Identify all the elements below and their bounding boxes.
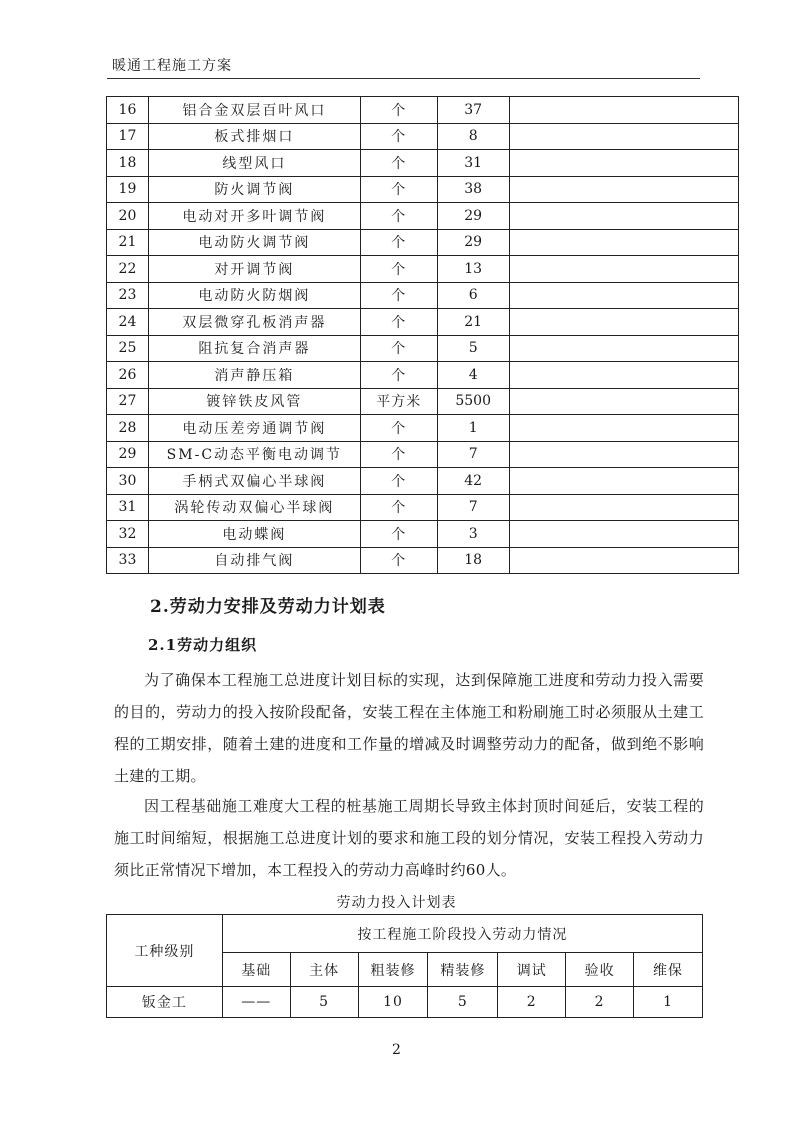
labor-row-header: 工种级别 bbox=[107, 915, 223, 987]
equipment-row bbox=[107, 97, 739, 124]
row-number-cell: 17 bbox=[107, 123, 149, 150]
paragraph-labor-peak: 因工程基础施工难度大工程的桩基施工周期长导致主体封顶时间延后，安装工程的施工时间缩短，根据施工总进度计划的要求和施工段的划分情况，安装工程投入劳动力须比正常情况下增加，本工程投入的劳动力高峰时约60人。 bbox=[114, 797, 704, 879]
unit-cell: 个 bbox=[360, 97, 437, 124]
labor-value-cell: 2 bbox=[566, 987, 634, 1018]
page-number: 2 bbox=[392, 1042, 401, 1058]
equipment-row bbox=[107, 203, 739, 230]
unit-cell: 个 bbox=[360, 468, 437, 495]
quantity-cell: 3 bbox=[437, 521, 509, 548]
quantity-cell: 21 bbox=[437, 309, 509, 336]
quantity-cell: 42 bbox=[437, 468, 509, 495]
equipment-row bbox=[107, 282, 739, 309]
row-number-cell: 18 bbox=[107, 150, 149, 177]
row-number-cell: 33 bbox=[107, 547, 149, 574]
equipment-row bbox=[107, 123, 739, 150]
item-name-cell: 电动防火调节阀 bbox=[148, 229, 360, 256]
row-number-cell: 28 bbox=[107, 415, 149, 442]
quantity-cell: 31 bbox=[437, 150, 509, 177]
row-number-cell: 19 bbox=[107, 176, 149, 203]
unit-cell: 个 bbox=[360, 521, 437, 548]
unit-cell: 个 bbox=[360, 256, 437, 283]
equipment-row bbox=[107, 521, 739, 548]
unit-cell: 个 bbox=[360, 335, 437, 362]
equipment-row bbox=[107, 441, 739, 468]
item-name-cell: 手柄式双偏心半球阀 bbox=[148, 468, 360, 495]
note-cell bbox=[509, 176, 738, 203]
quantity-cell: 4 bbox=[437, 362, 509, 389]
item-name-cell: 防火调节阀 bbox=[148, 176, 360, 203]
stage-header-cell: 基础 bbox=[222, 953, 290, 987]
equipment-row bbox=[107, 150, 739, 177]
equipment-row bbox=[107, 547, 739, 574]
row-number-cell: 32 bbox=[107, 521, 149, 548]
equipment-row bbox=[107, 388, 739, 415]
note-cell bbox=[509, 441, 738, 468]
item-name-cell: 对开调节阀 bbox=[148, 256, 360, 283]
note-cell bbox=[509, 388, 738, 415]
row-number-cell: 29 bbox=[107, 441, 149, 468]
equipment-row bbox=[107, 468, 739, 495]
quantity-cell: 6 bbox=[437, 282, 509, 309]
item-name-cell: 镀锌铁皮风管 bbox=[148, 388, 360, 415]
document-header-title: 暖通工程施工方案 bbox=[112, 58, 232, 74]
stage-header-cell: 主体 bbox=[290, 953, 358, 987]
stage-header-cell: 粗装修 bbox=[358, 953, 428, 987]
item-name-cell: 阻抗复合消声器 bbox=[148, 335, 360, 362]
row-number-cell: 27 bbox=[107, 388, 149, 415]
equipment-row bbox=[107, 415, 739, 442]
unit-cell: 个 bbox=[360, 123, 437, 150]
stage-header-cell: 精装修 bbox=[428, 953, 498, 987]
stage-header-cell: 调试 bbox=[498, 953, 566, 987]
unit-cell: 个 bbox=[360, 441, 437, 468]
header-divider bbox=[107, 78, 700, 79]
labor-row bbox=[107, 987, 703, 1018]
equipment-row bbox=[107, 335, 739, 362]
subsection-title: 2.1劳动力组织 bbox=[148, 636, 258, 654]
unit-cell: 个 bbox=[360, 494, 437, 521]
row-number-cell: 25 bbox=[107, 335, 149, 362]
quantity-cell: 13 bbox=[437, 256, 509, 283]
note-cell bbox=[509, 282, 738, 309]
paragraph-labor-organization: 为了确保本工程施工总进度计划目标的实现，达到保障施工进度和劳动力投入需要的目的，劳动力的投入按阶段配备，安装工程在主体施工和粉刷施工时必须服从土建工程的工期安排，随着土建的进度和工作量的增减及时调整劳动力的配备，做到绝不影响土建的工期。 bbox=[114, 671, 704, 785]
equipment-row bbox=[107, 362, 739, 389]
unit-cell: 个 bbox=[360, 176, 437, 203]
unit-cell: 个 bbox=[360, 547, 437, 574]
row-number-cell: 24 bbox=[107, 309, 149, 336]
row-number-cell: 16 bbox=[107, 97, 149, 124]
item-name-cell: SM-C动态平衡电动调节 bbox=[148, 441, 360, 468]
labor-group-header: 按工程施工阶段投入劳动力情况 bbox=[222, 915, 702, 953]
note-cell bbox=[509, 203, 738, 230]
unit-cell: 个 bbox=[360, 309, 437, 336]
note-cell bbox=[509, 494, 738, 521]
equipment-row bbox=[107, 229, 739, 256]
note-cell bbox=[509, 123, 738, 150]
row-number-cell: 22 bbox=[107, 256, 149, 283]
row-number-cell: 30 bbox=[107, 468, 149, 495]
unit-cell: 个 bbox=[360, 150, 437, 177]
unit-cell: 个 bbox=[360, 362, 437, 389]
note-cell bbox=[509, 547, 738, 574]
stage-header-cell: 维保 bbox=[634, 953, 703, 987]
note-cell bbox=[509, 229, 738, 256]
note-cell bbox=[509, 309, 738, 336]
section-title: 2.劳动力安排及劳动力计划表 bbox=[150, 597, 386, 617]
quantity-cell: 5 bbox=[437, 335, 509, 362]
item-name-cell: 电动防火防烟阀 bbox=[148, 282, 360, 309]
note-cell bbox=[509, 150, 738, 177]
unit-cell: 个 bbox=[360, 229, 437, 256]
item-name-cell: 自动排气阀 bbox=[148, 547, 360, 574]
quantity-cell: 29 bbox=[437, 229, 509, 256]
note-cell bbox=[509, 97, 738, 124]
quantity-cell: 18 bbox=[437, 547, 509, 574]
item-name-cell: 消声静压箱 bbox=[148, 362, 360, 389]
item-name-cell: 铝合金双层百叶风口 bbox=[148, 97, 360, 124]
unit-cell: 个 bbox=[360, 282, 437, 309]
labor-table-caption: 劳动力投入计划表 bbox=[336, 895, 457, 911]
item-name-cell: 双层微穿孔板消声器 bbox=[148, 309, 360, 336]
labor-value-cell: 5 bbox=[290, 987, 358, 1018]
equipment-row bbox=[107, 256, 739, 283]
equipment-row bbox=[107, 494, 739, 521]
labor-plan-table bbox=[106, 914, 703, 1018]
row-number-cell: 23 bbox=[107, 282, 149, 309]
labor-value-cell: 2 bbox=[498, 987, 566, 1018]
item-name-cell: 电动蝶阀 bbox=[148, 521, 360, 548]
note-cell bbox=[509, 415, 738, 442]
equipment-row bbox=[107, 176, 739, 203]
note-cell bbox=[509, 521, 738, 548]
quantity-cell: 7 bbox=[437, 494, 509, 521]
quantity-cell: 38 bbox=[437, 176, 509, 203]
quantity-cell: 8 bbox=[437, 123, 509, 150]
unit-cell: 个 bbox=[360, 415, 437, 442]
quantity-cell: 7 bbox=[437, 441, 509, 468]
trade-cell: 钣金工 bbox=[107, 987, 223, 1018]
equipment-table bbox=[106, 96, 739, 574]
equipment-row bbox=[107, 309, 739, 336]
note-cell bbox=[509, 335, 738, 362]
unit-cell: 个 bbox=[360, 203, 437, 230]
quantity-cell: 5500 bbox=[437, 388, 509, 415]
stage-header-cell: 验收 bbox=[566, 953, 634, 987]
quantity-cell: 1 bbox=[437, 415, 509, 442]
labor-value-cell: 1 bbox=[634, 987, 703, 1018]
item-name-cell: 电动压差旁通调节阀 bbox=[148, 415, 360, 442]
row-number-cell: 21 bbox=[107, 229, 149, 256]
quantity-cell: 37 bbox=[437, 97, 509, 124]
item-name-cell: 板式排烟口 bbox=[148, 123, 360, 150]
unit-cell: 平方米 bbox=[360, 388, 437, 415]
note-cell bbox=[509, 256, 738, 283]
labor-value-cell: —— bbox=[222, 987, 290, 1018]
row-number-cell: 20 bbox=[107, 203, 149, 230]
item-name-cell: 电动对开多叶调节阀 bbox=[148, 203, 360, 230]
row-number-cell: 26 bbox=[107, 362, 149, 389]
item-name-cell: 涡轮传动双偏心半球阀 bbox=[148, 494, 360, 521]
quantity-cell: 29 bbox=[437, 203, 509, 230]
labor-value-cell: 5 bbox=[428, 987, 498, 1018]
labor-value-cell: 10 bbox=[358, 987, 428, 1018]
row-number-cell: 31 bbox=[107, 494, 149, 521]
note-cell bbox=[509, 362, 738, 389]
note-cell bbox=[509, 468, 738, 495]
item-name-cell: 线型风口 bbox=[148, 150, 360, 177]
